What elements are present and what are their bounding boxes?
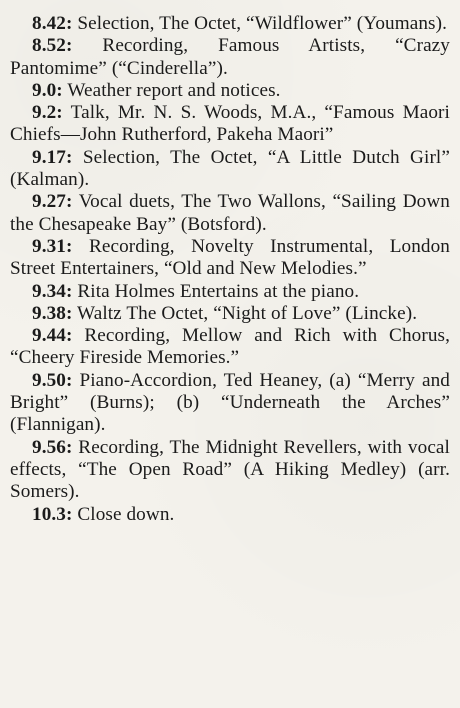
entry-text: Talk, Mr. N. S. Woods, M.A., “Famous Maori Chiefs—John Rutherford, Pakeha Maori” bbox=[10, 102, 450, 146]
entry-text: Recording, The Midnight Revellers, with vocal effects, “The Open Road” (A Hiking Medley) (arr. Somers). bbox=[10, 436, 450, 503]
program-entry bbox=[10, 147, 450, 192]
program-entry bbox=[10, 437, 450, 504]
entry-time: 9.0: bbox=[32, 79, 63, 101]
program-entry bbox=[10, 370, 450, 437]
entry-time: 8.42: bbox=[32, 13, 73, 34]
entry-time: 9.44: bbox=[32, 325, 73, 347]
program-entry bbox=[10, 102, 450, 147]
entry-time: 9.27: bbox=[32, 191, 73, 213]
entry-time: 9.50: bbox=[32, 369, 73, 391]
program-entry bbox=[10, 35, 450, 80]
program-entry bbox=[10, 236, 450, 281]
entry-time: 10.3: bbox=[32, 503, 73, 525]
entry-text: Waltz The Octet, “Night of Love” (Lincke). bbox=[77, 302, 418, 324]
program-entry bbox=[10, 303, 450, 325]
entry-time: 9.2: bbox=[32, 102, 63, 124]
entry-text: Selection, The Octet, “A Little Dutch Girl” (Kalman). bbox=[10, 146, 450, 191]
program-entry bbox=[10, 191, 450, 236]
program-entry bbox=[10, 13, 450, 35]
program-entry bbox=[10, 504, 450, 526]
program-entry bbox=[10, 281, 450, 303]
entry-text: Selection, The Octet, “Wildflower” (Youmans). bbox=[77, 13, 447, 34]
entry-text: Recording, Mellow and Rich with Chorus, “Cheery Fireside Memories.” bbox=[10, 325, 450, 369]
entry-text: Weather report and notices. bbox=[67, 79, 281, 101]
entry-time: 9.34: bbox=[32, 280, 73, 302]
entry-time: 9.31: bbox=[32, 235, 73, 257]
program-entry bbox=[10, 325, 450, 370]
entry-text: Vocal duets, The Two Wallons, “Sailing Down the Chesapeake Bay” (Botsford). bbox=[10, 191, 450, 235]
entry-text: Rita Holmes Entertains at the piano. bbox=[77, 280, 360, 302]
entry-time: 9.17: bbox=[32, 146, 73, 168]
entry-time: 8.52: bbox=[32, 35, 73, 57]
entry-time: 9.56: bbox=[32, 436, 73, 458]
entry-text: Recording, Novelty Instrumental, London Street Entertainers, “Old and New Melodies.” bbox=[10, 235, 450, 280]
entry-time: 9.38: bbox=[32, 302, 73, 324]
program-entry bbox=[10, 80, 450, 102]
entry-text: Close down. bbox=[77, 503, 175, 525]
entry-text: Piano-Accordion, Ted Heaney, (a) “Merry and Bright” (Burns); (b) “Underneath the Arches” (Flannigan). bbox=[10, 369, 450, 436]
entry-text: Recording, Famous Artists, “Crazy Pantomime” (“Cinderella”). bbox=[10, 35, 450, 79]
